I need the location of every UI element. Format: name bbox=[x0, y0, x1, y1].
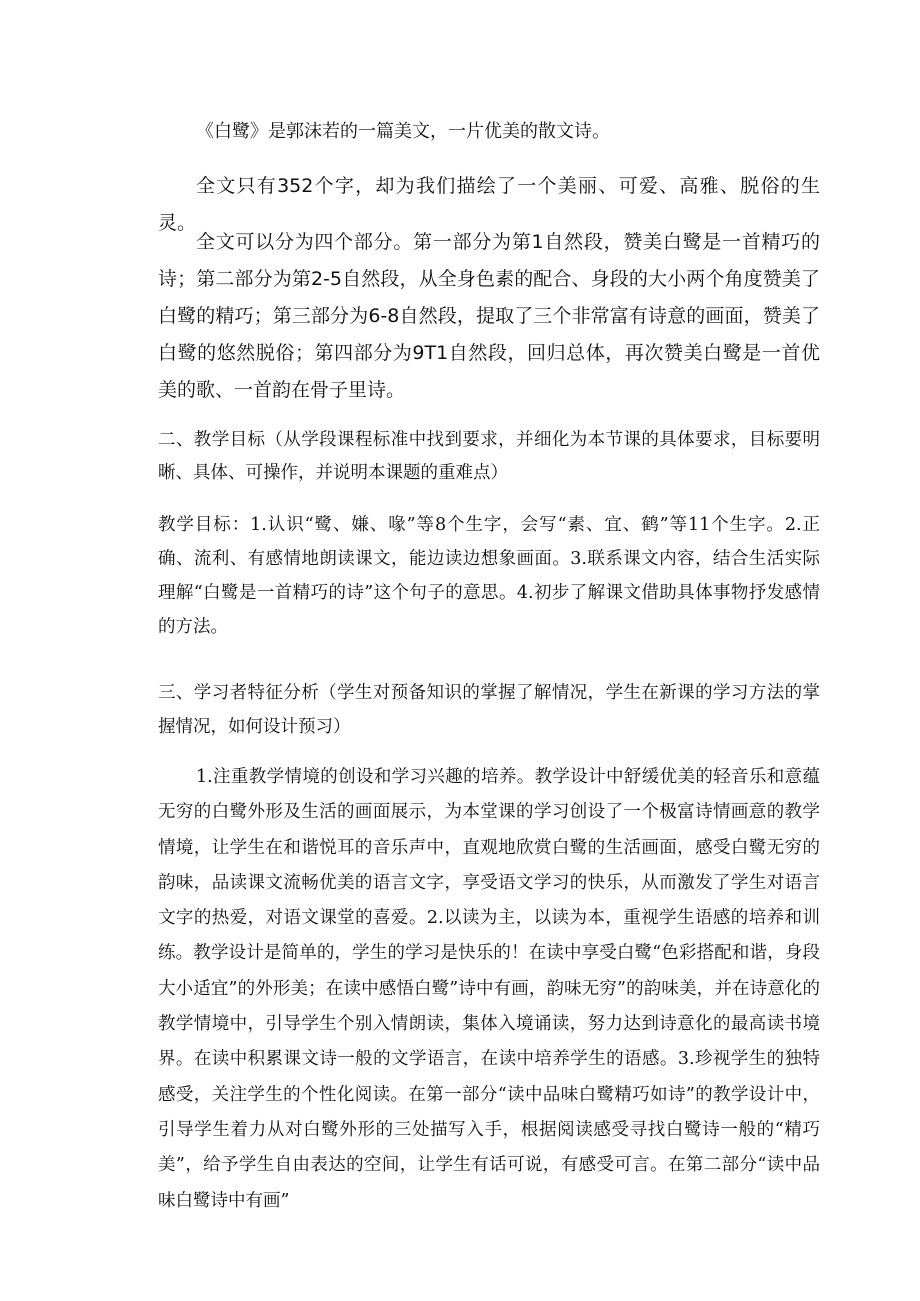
word-count-line: 全文只有352个字，却为我们描绘了一个美丽、可爱、高雅、脱俗的生灵。 bbox=[158, 175, 820, 234]
teaching-goals-paragraph: 教学目标：1.认识“鹭、嫌、喙”等8个生字，会写“素、宜、鹤”等11个生字。2.正确、流利、有感情地朗读课文，能边读边想象画面。3.联系课文内容，结合生活实际理解“白鹭是一首精巧的诗”这个句子的意思。4.初步了解课文借助具体事物抒发感情的方法。 bbox=[158, 515, 820, 637]
intro-line: 《白鹭》是郭沫若的一篇美文，一片优美的散文诗。 bbox=[196, 121, 610, 142]
section3-heading: 三、学习者特征分析（学生对预备知识的掌握了解情况，学生在新课的学习方法的掌握情况，如何设计预习） bbox=[158, 683, 820, 737]
section2-heading: 二、教学目标（从学段课程标准中找到要求，并细化为本节课的具体要求，目标要明晰、具体、可操作，并说明本课题的重难点） bbox=[158, 430, 820, 483]
learner-analysis-paragraph: 1.注重教学情境的创设和学习兴趣的培养。教学设计中舒缓优美的轻音乐和意蕴无穷的白鹭外形及生活的画面展示，为本堂课的学习创设了一个极富诗情画意的教学情境，让学生在和谐悦耳的音乐声中，直观地欣赏白鹭的生活画面，感受白鹭无穷的韵味，品读课文流畅优美的语言文字，享受语文学习的快乐，从而激发了学生对语言文字的热爱，对语文课堂的喜爱。2.以读为主，以读为本，重视学生语感的培养和训练。教学设计是简单的，学生的学习是快乐的！在读中享受白鹭“色彩搭配和谐，身段大小适宜”的外形美；在读中感悟白鹭”诗中有画，韵味无穷”的韵味美，并在诗意化的教学情境中，引导学生个别入情朗读，集体入境诵读，努力达到诗意化的最高读书境界。在读中积累课文诗一般的文学语言，在读中培养学生的语感。3.珍视学生的独特感受，关注学生的个性化阅读。在第一部分“读中品味白鹭精巧如诗”的教学设计中，引导学生着力从对白鹭外形的三处描写入手，根据阅读感受寻找白鹭诗一般的“精巧美”，给予学生自由表达的空间，让学生有话可说，有感受可言。在第二部分“读中品味白鹭诗中有画” bbox=[158, 767, 820, 1211]
structure-paragraph: 全文可以分为四个部分。第一部分为第1自然段，赞美白鹭是一首精巧的诗；第二部分为第2-5自然段，从全身色素的配合、身段的大小两个角度赞美了白鹭的精巧；第三部分为6-8自然段，提取了三个非常富有诗意的画面，赞美了白鹭的悠然脱俗；第四部分为9T1自然段，回归总体，再次赞美白鹭是一首优美的歌、一首韵在骨子里诗。 bbox=[158, 231, 820, 401]
